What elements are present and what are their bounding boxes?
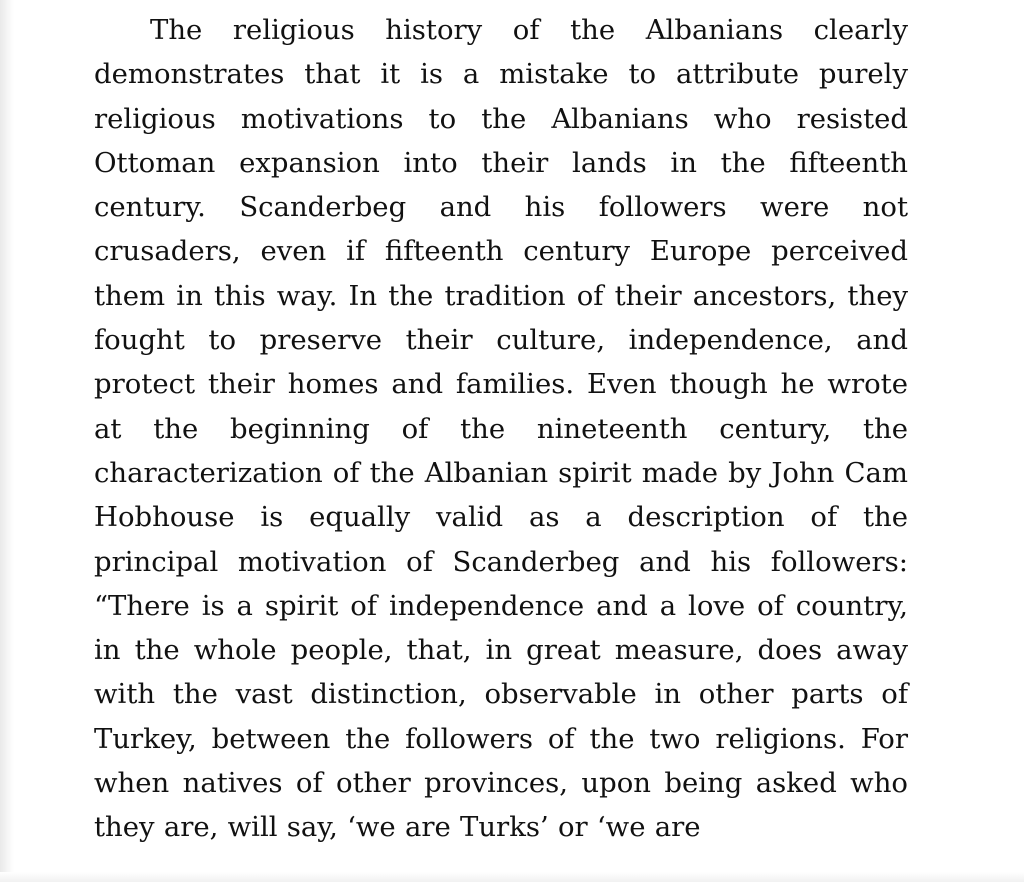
- scan-edge-left: [0, 0, 14, 882]
- page-text-column: [94, 8, 908, 850]
- body-paragraph: The religious history of the Albanians clearly demonstrates that it is a mistake to attribute purely religious motivations to the Albanians who resisted Ottoman expansion into their lands in the fifteenth century. Scanderbeg and his followers were not crusaders, even if fifteenth century Europe perceived them in this way. In the tradition of their ancestors, they fought to preserve their culture, independence, and protect their homes and families. Even though he wrote at the beginning of the nineteenth century, the characterization of the Albanian spirit made by John Cam Hobhouse is equally valid as a description of the principal motivation of Scanderbeg and his followers: “There is a spirit of independence and a love of country, in the whole people, that, in great measure, does away with the vast distinction, observable in other parts of Turkey, between the followers of the two religions. For when natives of other provinces, upon being asked who they are, will say, ‘we are Turks’ or ‘we are: [94, 14, 908, 844]
- scan-edge-bottom: [0, 872, 1024, 882]
